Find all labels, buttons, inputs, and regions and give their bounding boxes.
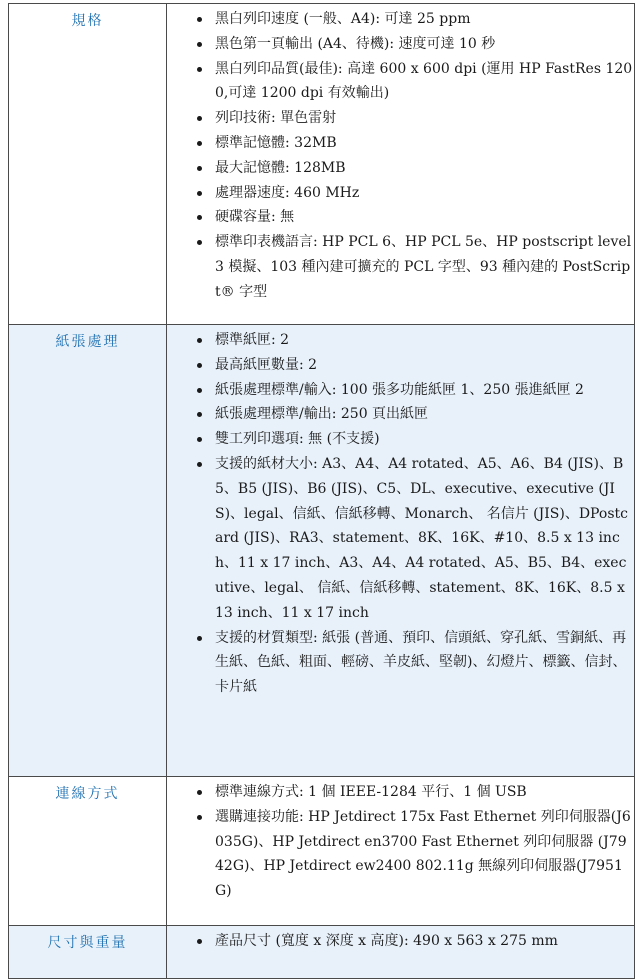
spec-table (8, 3, 635, 979)
section-content-connectivity (167, 777, 635, 926)
list-item: 標準印表機語言: HP PCL 6、HP PCL 5e、HP postscript level 3 模擬、103 種內建可擴充的 PCL 字型、93 種內建的 PostScript® 字型 (191, 230, 634, 304)
section-row-connectivity (9, 777, 635, 926)
list-item: 黑白列印品質(最佳): 高達 600 x 600 dpi (運用 HP FastRes 1200,可達 1200 dpi 有效輸出) (191, 57, 634, 107)
list-item: 最大記憶體: 128MB (191, 156, 634, 181)
section-label-dimensions: 尺寸與重量 (9, 926, 167, 979)
list-item: 標準記憶體: 32MB (191, 131, 634, 156)
list-item: 最高紙匣數量: 2 (191, 353, 634, 378)
section-label-specs: 規格 (9, 4, 167, 325)
list-item: 紙張處理標準/輸出: 250 頁出紙匣 (191, 402, 634, 427)
list-item: 處理器速度: 460 MHz (191, 181, 634, 206)
section-content-specs (167, 4, 635, 325)
list-item: 產品尺寸 (寬度 x 深度 x 高度): 490 x 563 x 275 mm (191, 929, 634, 954)
spec-list (167, 780, 634, 904)
list-item: 標準紙匣: 2 (191, 328, 634, 353)
list-item: 硬碟容量: 無 (191, 205, 634, 230)
section-row-paper-handling (9, 325, 635, 777)
section-content-paper-handling (167, 325, 635, 777)
list-item: 黑色第一頁輸出 (A4、待機): 速度可達 10 秒 (191, 32, 634, 57)
list-item: 標準連線方式: 1 個 IEEE-1284 平行、1 個 USB (191, 780, 634, 805)
spec-list (167, 328, 634, 700)
section-label-paper-handling: 紙張處理 (9, 325, 167, 777)
list-item: 黑白列印速度 (一般、A4): 可達 25 ppm (191, 7, 634, 32)
list-item: 支援的材質類型: 紙張 (普通、預印、信頭紙、穿孔紙、雪銅紙、再生紙、色紙、粗面、輕磅、羊皮紙、堅韌)、幻燈片、標籤、信封、卡片紙 (191, 626, 634, 700)
section-row-specs (9, 4, 635, 325)
list-item: 紙張處理標準/輸入: 100 張多功能紙匣 1、250 張進紙匣 2 (191, 378, 634, 403)
section-label-connectivity: 連線方式 (9, 777, 167, 926)
section-content-dimensions (167, 926, 635, 979)
list-item: 雙工列印選項: 無 (不支援) (191, 427, 634, 452)
spec-list (167, 7, 634, 305)
list-item: 列印技術: 單色雷射 (191, 106, 634, 131)
section-row-dimensions (9, 926, 635, 979)
spec-list (167, 929, 634, 954)
list-item: 支援的紙材大小: A3、A4、A4 rotated、A5、A6、B4 (JIS)、B5、B5 (JIS)、B6 (JIS)、C5、DL、executive、executive (JIS)、legal、信紙、信紙移轉、Monarch、 名信片 (JIS)、DPostcard (JIS)、RA3、statement、8K、16K、#10、8.5 x 13 inch、11 x 17 inch、A3、A4、A4 rotated、A5、B5、B4、executive、legal、 信紙、信紙移轉、statement、8K、16K、8.5 x 13 inch、11 x 17 inch (191, 452, 634, 626)
list-item: 選購連接功能: HP Jetdirect 175x Fast Ethernet 列印伺服器(J6035G)、HP Jetdirect en3700 Fast Ethernet 列印伺服器 (J7942G)、HP Jetdirect ew2400 802.11g 無線列印伺服器(J7951G) (191, 805, 634, 904)
